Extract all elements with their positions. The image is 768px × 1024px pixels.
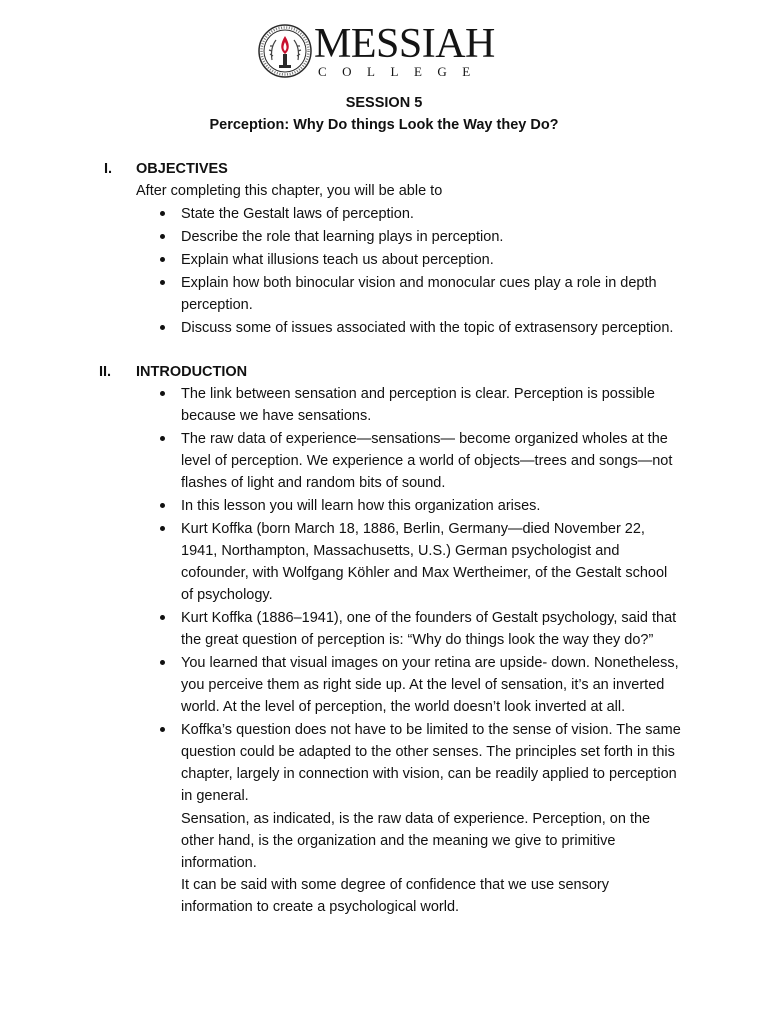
- logo-wordmark: MESSIAH: [314, 21, 495, 67]
- list-item: Kurt Koffka (born March 18, 1886, Berlin, Germany—died November 22, 1941, Northampton, Massachusetts, U.S.) German psychologist and cofounder, with Wolfgang Köhler and Max Wertheimer, of the Gestalt school of psychology.: [181, 518, 681, 606]
- list-item: Discuss some of issues associated with the topic of extrasensory perception.: [181, 317, 681, 339]
- session-subtitle: Perception: Why Do things Look the Way they Do?: [209, 117, 559, 133]
- list-item: Explain what illusions teach us about perception.: [181, 249, 681, 271]
- paragraph: Sensation, as indicated, is the raw data of experience. Perception, on the other hand, is the organization and the meaning we give to primitive information.: [181, 811, 651, 871]
- section-heading-introduction: INTRODUCTION: [136, 364, 248, 380]
- objectives-intro: After completing this chapter, you will be able to: [136, 183, 443, 199]
- section-numeral-objectives: I.: [104, 161, 113, 177]
- list-item: In this lesson you will learn how this organization arises.: [181, 495, 681, 517]
- section-numeral-introduction: II.: [99, 364, 112, 380]
- paragraph: It can be said with some degree of confidence that we use sensory information to create a psychological world.: [181, 877, 609, 915]
- session-title: SESSION 5: [345, 95, 423, 111]
- list-item: You learned that visual images on your retina are upside- down. Nonetheless, you perceive them as right side up. At the level of sensation, it’s an inverted world. At the level of perception, the world doesn’t look inverted at all.: [181, 652, 681, 718]
- list-item: The link between sensation and perception is clear. Perception is possible because we have sensations.: [181, 383, 681, 427]
- introduction-list: [181, 383, 681, 918]
- list-item: Koffka’s question does not have to be limited to the sense of vision. The same question could be adapted to the other senses. The principles set forth in this chapter, largely in connection with vision, can be readily applied to perception in general.: [181, 719, 681, 807]
- college-seal-icon: [258, 24, 312, 78]
- list-item: Explain how both binocular vision and monocular cues play a role in depth perception.: [181, 272, 681, 316]
- section-heading-objectives: OBJECTIVES: [136, 161, 228, 177]
- logo-subword: COLLEGE: [318, 64, 486, 79]
- list-item: Kurt Koffka (1886–1941), one of the founders of Gestalt psychology, said that the great question of perception is: “Why do things look the way they do?”: [181, 607, 681, 651]
- list-item: Describe the role that learning plays in perception.: [181, 226, 681, 248]
- list-item: State the Gestalt laws of perception.: [181, 203, 681, 225]
- list-item: The raw data of experience—sensations— become organized wholes at the level of perception. We experience a world of objects—trees and songs—not flashes of light and random bits of sound.: [181, 428, 681, 494]
- objectives-list: [181, 203, 681, 340]
- college-logo: [258, 21, 510, 82]
